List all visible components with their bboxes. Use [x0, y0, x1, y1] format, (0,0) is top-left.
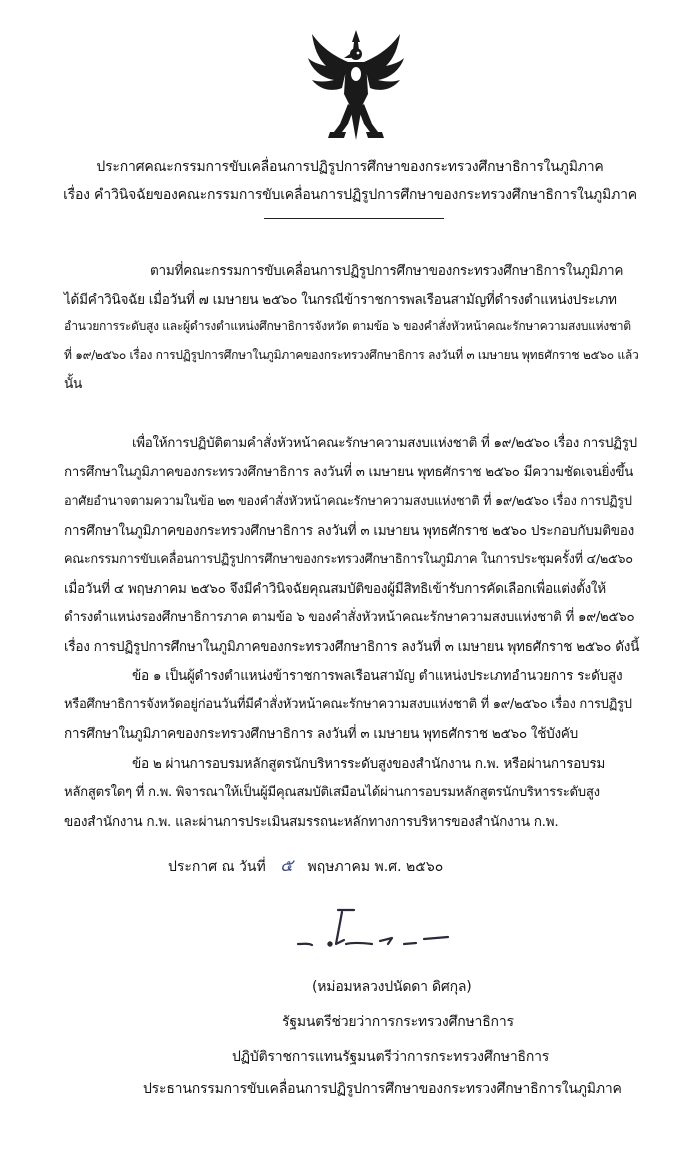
paragraph-2-line: เพื่อให้การปฏิบัติตามคำสั่งหัวหน้าคณะรักษาความสงบแห่งชาติ ที่ ๑๙/๒๕๖๐ เรื่อง การปฏิรูป: [132, 436, 637, 451]
title-divider: [264, 218, 444, 219]
paragraph-1-line: ได้มีคำวินิจฉัย เมื่อวันที่ ๗ เมษายน ๒๕๖๐ ในกรณีข้าราชการพลเรือนสามัญที่ดำรงตำแหน่งประเภท: [64, 292, 617, 308]
item-1-line: การศึกษาในภูมิภาคของกระทรวงศึกษาธิการ ลงวันที่ ๓ เมษายน พุทธศักราช ๒๕๖๐ ใช้บังคับ: [64, 726, 578, 742]
announcement-subject: เรื่อง คำวินิจฉัยของคณะกรรมการขับเคลื่อนการปฏิรูปการศึกษาของกระทรวงศึกษาธิการในภูมิภาค: [63, 187, 637, 203]
announcement-title: ประกาศคณะกรรมการขับเคลื่อนการปฏิรูปการศึกษาของกระทรวงศึกษาธิการในภูมิภาค: [96, 159, 604, 175]
paragraph-2-line: การศึกษาในภูมิภาคของกระทรวงศึกษาธิการ ลงวันที่ ๓ เมษายน พุทธศักราช ๒๕๖๐ มีความชัดเจนยิ่งขึ้น: [64, 465, 634, 480]
item-2-line: หลักสูตรใดๆ ที่ ก.พ. พิจารณาให้เป็นผู้มีคุณสมบัติเสมือนได้ผ่านการอบรมหลักสูตรนักบริหารระดับสูง: [64, 785, 600, 800]
signer-position: รัฐมนตรีช่วยว่าการกระทรวงศึกษาธิการ: [282, 1014, 514, 1030]
paragraph-2-line: ดำรงตำแหน่งรองศึกษาธิการภาค ตามข้อ ๖ ของคำสั่งหัวหน้าคณะรักษาความสงบแห่งชาติ ที่ ๑๙/๒๕๖๐: [64, 610, 635, 625]
signer-acting-position: ปฏิบัติราชการแทนรัฐมนตรีว่าการกระทรวงศึกษาธิการ: [232, 1049, 550, 1065]
paragraph-2-line: คณะกรรมการขับเคลื่อนการปฏิรูปการศึกษาของกระทรวงศึกษาธิการในภูมิภาค ในการประชุมครั้งที่ ๔/๒๕๖๐: [64, 552, 633, 567]
paragraph-1-line: ที่ ๑๙/๒๕๖๐ เรื่อง การปฏิรูปการศึกษาในภูมิภาคของกระทรวงศึกษาธิการ ลงวันที่ ๓ เมษายน พุทธศักราช ๒๕๖๐ แล้ว: [64, 348, 639, 362]
paragraph-1-line: นั้น: [64, 376, 82, 392]
paragraph-2-line: การศึกษาในภูมิภาคของกระทรวงศึกษาธิการ ลงวันที่ ๓ เมษายน พุทธศักราช ๒๕๖๐ ประกอบกับมติของ: [64, 523, 634, 539]
item-1-line: ข้อ ๑ เป็นผู้ดำรงตำแหน่งข้าราชการพลเรือนสามัญ ตำแหน่งประเภทอำนวยการ ระดับสูง: [132, 668, 623, 684]
date-prefix: ประกาศ ณ วันที่: [168, 859, 266, 875]
announcement-date: [168, 852, 443, 879]
paragraph-1-line: ตามที่คณะกรรมการขับเคลื่อนการปฏิรูปการศึกษาของกระทรวงศึกษาธิการในภูมิภาค: [150, 263, 624, 279]
date-day-handwritten: ๕: [280, 856, 294, 876]
item-2-line: ข้อ ๒ ผ่านการอบรมหลักสูตรนักบริหารระดับสูงของสำนักงาน ก.พ. หรือผ่านการอบรม: [132, 756, 605, 772]
paragraph-2-line: เรื่อง การปฏิรูปการศึกษาในภูมิภาคของกระทรวงศึกษาธิการ ลงวันที่ ๓ เมษายน พุทธศักราช ๒๕๖๐ ดังนี้: [64, 639, 640, 655]
garuda-emblem-icon: [304, 28, 408, 144]
paragraph-2-line: อาศัยอำนาจตามความในข้อ ๒๓ ของคำสั่งหัวหน้าคณะรักษาความสงบแห่งชาติ ที่ ๑๙/๒๕๖๐ เรื่อง การปฏิรูป: [64, 494, 632, 509]
item-2-line: ของสำนักงาน ก.พ. และผ่านการประเมินสมรรถนะหลักทางการบริหารของสำนักงาน ก.พ.: [64, 814, 559, 830]
signer-chair-position: ประธานกรรมการขับเคลื่อนการปฏิรูปการศึกษาของกระทรวงศึกษาธิการในภูมิภาค: [143, 1081, 622, 1097]
paragraph-2-line: เมื่อวันที่ ๔ พฤษภาคม ๒๕๖๐ จึงมีคำวินิจฉัยคุณสมบัติของผู้มีสิทธิเข้ารับการคัดเลือกเพื่อแต่งตั้งให้: [64, 581, 606, 597]
paragraph-1-line: อำนวยการระดับสูง และผู้ดำรงตำแหน่งศึกษาธิการจังหวัด ตามข้อ ๖ ของคำสั่งหัวหน้าคณะรักษาความสงบแห่งชาติ: [64, 319, 631, 333]
item-1-line: หรือศึกษาธิการจังหวัดอยู่ก่อนวันที่มีคำสั่งหัวหน้าคณะรักษาความสงบแห่งชาติ ที่ ๑๙/๒๕๖๐ เรื่อง การปฏิรูป: [64, 697, 632, 712]
date-suffix: พฤษภาคม พ.ศ. ๒๕๖๐: [307, 859, 444, 875]
signer-name: (หม่อมหลวงปนัดดา ดิศกุล): [312, 979, 472, 995]
handwritten-signature: [292, 904, 452, 954]
